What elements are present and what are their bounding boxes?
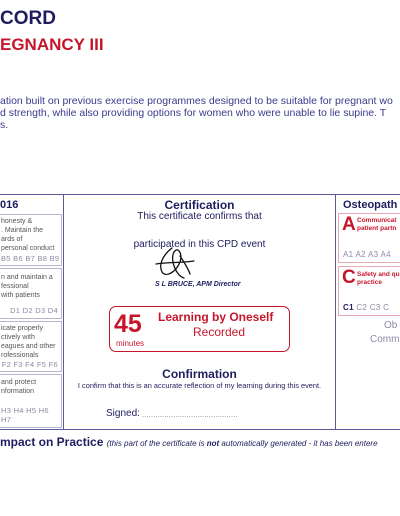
theme-code: C [383, 303, 390, 312]
document-subtitle: EGNANCY III [0, 35, 104, 54]
standard-section-f [0, 321, 62, 372]
standard-codes: B5 B6 B7 B8 B9 [1, 254, 60, 263]
standard-text: n and maintain a [1, 274, 53, 281]
theme-code: A4 [380, 250, 391, 259]
theme-a-box [338, 213, 400, 263]
minutes-value: 45 [114, 310, 142, 338]
certification-title: Certification [164, 198, 235, 212]
theme-code: A1 [343, 250, 354, 259]
standard-text: ctively with [1, 334, 35, 341]
theme-code-selected: C1 [343, 303, 354, 312]
osteopath-title: Osteopath [343, 199, 398, 211]
signer-name: S L BRUCE, APM Director [155, 281, 241, 288]
intro-line-1: ation built on previous exercise programmes designed to be suitable for pregnant wo [0, 95, 393, 107]
comments-label: Comm [370, 334, 400, 345]
standard-codes: H3 H4 H5 H6 H7 [1, 406, 49, 424]
theme-a-text: patient partn [357, 225, 397, 232]
standard-text: eagues and other [1, 343, 56, 350]
theme-c-text: Safety and qu [357, 271, 400, 278]
director-signature [150, 242, 200, 282]
impact-heading [0, 435, 378, 449]
theme-code: A2 [355, 250, 366, 259]
signature-line[interactable]: ........................................... [142, 410, 238, 419]
standard-text: icate properly [1, 325, 44, 332]
document-title: CORD [0, 8, 56, 29]
activity-type: Learning by Oneself [158, 310, 274, 324]
intro-line-3: s. [0, 119, 9, 131]
standard-text: honesty & [1, 218, 33, 225]
theme-c-text: practice [357, 279, 382, 286]
theme-c-letter: C [342, 267, 356, 288]
standard-codes: D1 D2 D3 D4 [10, 306, 58, 315]
standards-title: 016 [0, 199, 19, 211]
theme-code: C3 [369, 303, 381, 312]
certification-line-2: participated in this CPD event [133, 239, 266, 250]
standard-text: rofessionals [1, 352, 39, 359]
activity-status: Recorded [192, 325, 246, 339]
confirmation-text: I confirm that this is an accurate reflection of my learning during this event. [77, 381, 322, 390]
standard-section-d [0, 268, 62, 319]
impact-title: mpact on Practice [0, 435, 104, 449]
theme-c-box [338, 266, 400, 316]
signed-label: Signed: [106, 408, 140, 419]
impact-note-bold: not [206, 439, 220, 448]
standard-text: nformation [1, 388, 35, 395]
standard-section-b [0, 214, 62, 266]
standard-text: ards of [1, 236, 23, 243]
theme-code: A3 [367, 250, 379, 259]
standard-text: fessional [1, 283, 29, 290]
impact-note-post: automatically generated - it has been entere [219, 439, 378, 448]
theme-a-text: Communicat [357, 217, 397, 224]
objectives-label: Ob [384, 320, 398, 331]
standard-text: and protect [1, 379, 37, 386]
theme-code: C2 [356, 303, 368, 312]
standard-text: . Maintain the [1, 227, 44, 234]
intro-line-2: d strength, while also providing options for women who were unable to lie supine. T [0, 107, 387, 119]
standard-section-h [0, 374, 62, 428]
standard-text: personal conduct [1, 245, 55, 252]
confirmation-title: Confirmation [162, 367, 237, 381]
standard-text: with patients [1, 292, 40, 299]
standard-codes: F2 F3 F4 F5 F6 [1, 360, 58, 369]
certification-line-1: This certificate confirms that [137, 211, 262, 222]
impact-note-pre: (this part of the certificate is [106, 439, 207, 448]
theme-a-letter: A [342, 214, 356, 235]
minutes-label: minutes [116, 339, 145, 348]
